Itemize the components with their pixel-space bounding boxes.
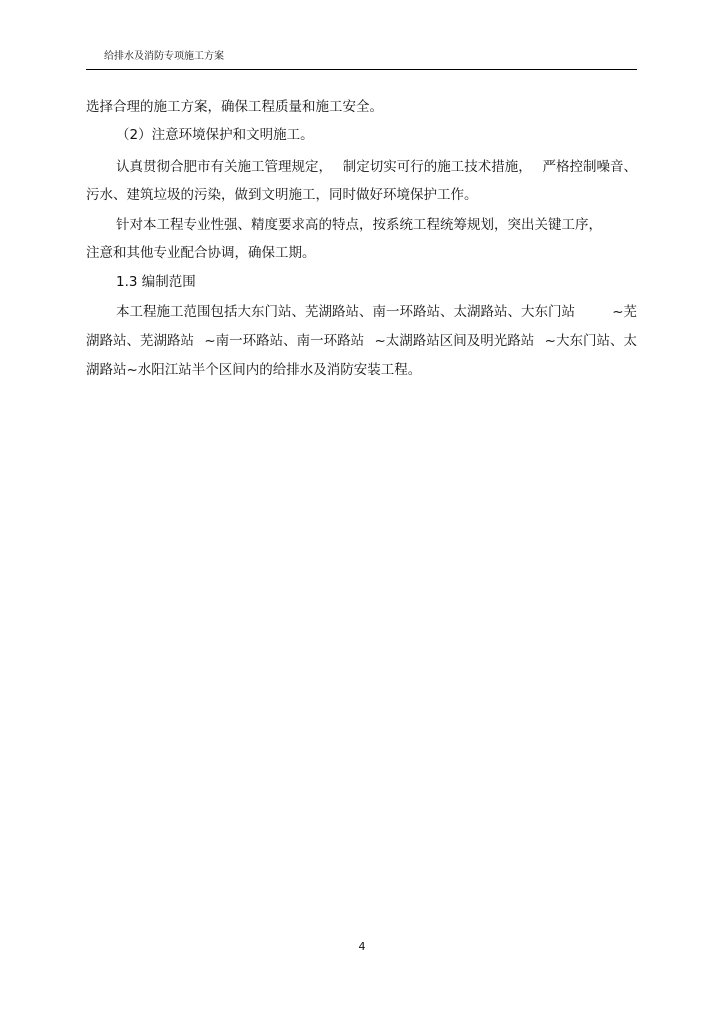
paragraph-3-line-2: 污水、建筑垃圾的污染，做到文明施工，同时做好环境保护工作。: [86, 187, 478, 203]
paragraph-3-line-1-part-c: 严格控制噪音、: [542, 159, 637, 175]
paragraph-5-line-2-part-d: ~大东门站、太: [544, 333, 637, 349]
paragraph-5-line-2-part-b: ~南一环路站、南一环路站: [204, 333, 365, 349]
paragraph-5-line-1-part-a: 本工程施工范围包括大东门站、芜湖路站、南一环路站、太湖路站、大东门站: [116, 304, 575, 320]
paragraph-4-line-1: 针对本工程专业性强、精度要求高的特点，按系统工程统筹规划，突出关键工序，: [116, 217, 602, 233]
paragraph-4-line-2: 注意和其他专业配合协调，确保工期。: [86, 245, 316, 261]
paragraph-5-line-1-part-b: ~芜: [612, 304, 637, 320]
paragraph-5-line-2-part-a: 湖路站、芜湖路站: [86, 333, 194, 349]
paragraph-3-line-1-part-a: 认真贯彻合肥市有关施工管理规定，: [116, 159, 332, 175]
paragraph-3-line-1-part-b: 制定切实可行的施工技术措施，: [342, 159, 532, 175]
paragraph-2-line-1: （2）注意环境保护和文明施工。: [116, 127, 314, 143]
paragraph-5-line-3: 湖路站~水阳江站半个区间内的给排水及消防安装工程。: [86, 362, 422, 378]
paragraph-5-line-2: [86, 332, 637, 350]
header-divider: [86, 69, 637, 70]
paragraph-5-line-1: [86, 303, 637, 321]
section-heading: 1.3 编制范围: [116, 274, 196, 290]
paragraph-3-line-1: [86, 158, 637, 176]
page-number: 4: [358, 940, 366, 953]
page-header-title: 给排水及消防专项施工方案: [104, 51, 224, 62]
paragraph-5-line-2-part-c: ~太湖路站区间及明光路站: [374, 333, 535, 349]
paragraph-1-line-1: 选择合理的施工方案，确保工程质量和施工安全。: [86, 99, 383, 115]
